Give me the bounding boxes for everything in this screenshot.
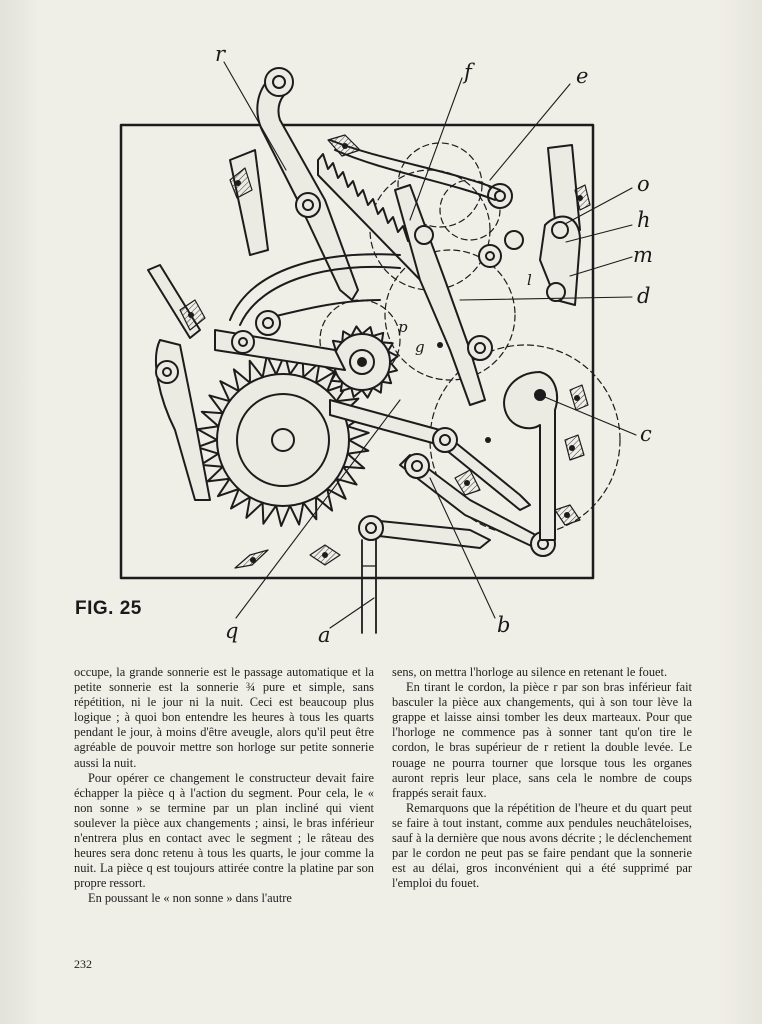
paragraph: occupe, la grande sonnerie est le passage automatique et la petite sonnerie est la sonnerie ¾ pure et simple, sans répétition, ni le jour ni la nuit. Ceci est beaucoup plus logique ; à quoi bon entendre les heures à tous les quarts pendant le jour, à moins d'être aveugle, alors qu'il peut être agréable de pouvoir mettre son horloge sur petite sonnerie aussi la nuit.: [74, 665, 374, 770]
paragraph: En poussant le « non sonne » dans l'autre: [88, 891, 292, 906]
callout-c: c: [640, 422, 652, 446]
text-column-left: [74, 665, 374, 907]
page-number: 232: [74, 957, 92, 971]
callout-d: d: [637, 284, 651, 308]
paragraph: En tirant le cordon, la pièce r par son bras inférieur fait basculer la pièce aux changements, qui à son tour lève la grappe et laisse ainsi tomber les deux marteaux. Pour que l'horloge ne commence pas à sonner tant qu'on tire le cordon, le bras supérieur de r retient la double levée. Le rouage ne pourra tourner que lorsque tous les organes auront repris leur place, sans cela le nombre de coups frappés serait faux.: [392, 680, 692, 800]
paragraph: Pour opérer ce changement le constructeur devait faire échapper la pièce q à l'action du segment. Pour cela, le « non sonne » se termine par un plan incliné qui vient soulever la pièce aux changements ; ainsi, le bras inférieur n'entrera plus en contact avec le segment ; le râteau des heures sera donc retenu à tous les quarts, le jour comme la nuit. La pièce q est toujours attirée contre la platine par son propre ressort.: [74, 770, 374, 891]
callout-h: h: [637, 208, 651, 232]
paragraph: Remarquons que la répétition de l'heure et du quart peut se faire à tout instant, comme aux pendules neuchâteloises, sauf à la dernière que nous avons décrite ; le déclenchement par le cordon ne peut pas se faire pendant que la sonnerie est au délai, gros inconvénient qui a été supprimé par l'emploi du fouet.: [392, 800, 692, 891]
callout-o: o: [637, 172, 650, 196]
figure-caption: FIG. 25: [75, 598, 142, 619]
callout-e: e: [576, 64, 589, 88]
callout-p: p: [398, 318, 408, 336]
cord: [362, 540, 376, 633]
callout-l: l: [527, 271, 532, 289]
callout-m: m: [633, 243, 653, 267]
callout-r: r: [215, 42, 226, 66]
callout-b: b: [497, 613, 511, 637]
callout-a: a: [318, 623, 331, 647]
paragraph: sens, on mettra l'horloge au silence en retenant le fouet.: [392, 665, 668, 679]
text-column-right: [392, 665, 692, 891]
callout-q: q: [225, 619, 239, 643]
callout-f: f: [464, 60, 472, 84]
callout-g: g: [415, 338, 425, 356]
piece-c: [504, 372, 557, 540]
